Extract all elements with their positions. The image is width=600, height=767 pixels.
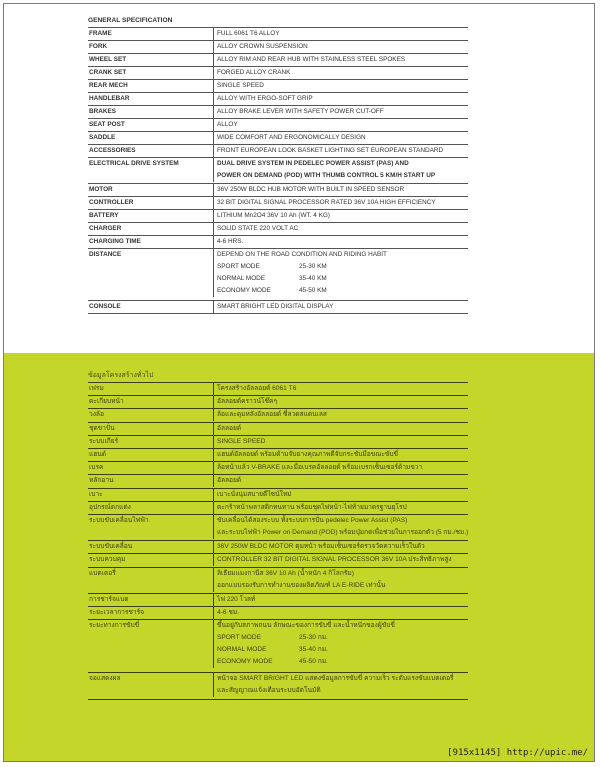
english-spec-section [4, 4, 594, 353]
row-label: เบรค [89, 464, 104, 472]
row-label: CONSOLE [89, 303, 121, 310]
value-line: ออกแบบรองรับการทำงานของผลิตภัณฑ์ LA E-RIDE เท่านั้น [217, 581, 386, 589]
row-value: ตะกร้าหน้าพลาสติกทนทาน พร้อมชุดไฟหน้า-ไฟท้ายมาตรฐานยุโรป [213, 502, 468, 514]
table-row [88, 106, 468, 119]
table-row [88, 236, 468, 249]
table-row-drive-system [88, 515, 468, 541]
distance-mode [217, 656, 468, 668]
table-row [88, 502, 468, 515]
row-value: WIDE COMFORT AND ERGONOMICALLY DESIGN [213, 132, 468, 144]
row-label: ACCESSORIES [89, 147, 136, 154]
value-line: POWER ON DEMAND (POD) WITH THUMB CONTROL 5 KM/H START UP [217, 172, 436, 179]
row-value: CONTROLLER 32 BIT DIGITAL SIGNAL PROCESSOR 36V 10A ประสิทธิภาพสูง [213, 554, 468, 566]
distance-mode [217, 632, 468, 644]
table-row [88, 607, 468, 620]
row-label: DISTANCE [89, 251, 122, 258]
row-value: โครงสร้างอัลลอยด์ 6061 T6 [213, 383, 468, 395]
row-label: ระยะทางการขับขี่ [89, 622, 140, 630]
row-label: CHARGING TIME [89, 238, 141, 245]
row-value: เบาะนั่งนุ่มสบายดีไซน์ใหม่ [213, 489, 468, 501]
mode-name: SPORT MODE [217, 263, 260, 270]
row-label: MOTOR [89, 186, 113, 193]
row-value: SINGLE SPEED [213, 436, 468, 448]
table-row [88, 396, 468, 409]
row-value: ล้อและดุมหลังอัลลอยด์ ซี่ลวดสแตนเลส [213, 409, 468, 421]
row-label: HANDLEBAR [89, 95, 130, 102]
row-label: CHARGER [89, 225, 122, 232]
mode-range: 25-30 กม. [299, 634, 328, 642]
distance-intro: DEPEND ON THE ROAD CONDITION AND RIDING HABIT [217, 251, 387, 258]
table-row-distance [88, 249, 468, 301]
row-label: ระบบควบคุม [89, 556, 126, 564]
row-label: แบตเตอรี่ [89, 569, 116, 577]
table-row [88, 28, 468, 41]
row-label: เบาะ [89, 490, 103, 498]
value-line: ลิเธียมแมงกานีส 36V 10 Ah (น้ำหนัก 4 กิโลกรัม) [217, 569, 354, 577]
row-value: FRONT EUROPEAN LOOK BASKET LIGHTING SET EUROPEAN STANDARD [213, 145, 468, 157]
row-value: LITHIUM Mn2O4 36V 10 Ah (WT. 4 KG) [213, 210, 468, 222]
table-row [88, 554, 468, 567]
row-label: ระบบขับเคลื่อน [89, 543, 133, 551]
mode-name: NORMAL MODE [217, 275, 266, 282]
row-label: FRAME [89, 30, 112, 37]
value-line: ขับเคลื่อนได้สองระบบ ทั้งระบบการปั่น pedelec Power Assist (PAS) [217, 516, 408, 524]
row-value: ล้อหน้าแล้ว V-BRAKE และมือเบรคอัลลอยด์ พร้อมเบรกเซ็นเซอร์ด้ามขวา [213, 462, 468, 474]
row-label: REAR MECH [89, 82, 128, 89]
mode-name: SPORT MODE [217, 634, 262, 642]
row-value: 4-6 HRS. [213, 236, 468, 248]
table-row [88, 223, 468, 236]
row-label: ตะเกียบหน้า [89, 398, 124, 406]
row-value: SMART BRIGHT LED DIGITAL DISPLAY [213, 301, 468, 313]
table-row [88, 67, 468, 80]
distance-mode [217, 285, 468, 297]
table-row [88, 197, 468, 210]
row-label: ชุดขาปั่น [89, 424, 115, 432]
table-row [88, 462, 468, 475]
table-row [88, 93, 468, 106]
row-value: อัลลอยด์คราวน์โช๊คๆ [213, 396, 468, 408]
row-value [213, 249, 468, 297]
row-value: SINGLE SPEED [213, 80, 468, 92]
spec-table [88, 382, 468, 700]
section-heading: ข้อมูลโครงสร้างทั่วไป [88, 372, 154, 379]
mode-range: 25-30 KM [299, 263, 327, 270]
table-row [88, 541, 468, 554]
value-line: หน้าจอ SMART BRIGHT LED แสดงข้อมูลการขับขี่ ความเร็ว ระดับแรงขับแบตเตอรี่ [217, 675, 454, 683]
table-row [88, 80, 468, 93]
mode-range: 35-40 KM [299, 275, 327, 282]
row-label: ระบบเกียร์ [89, 437, 119, 445]
spec-sheet [3, 3, 595, 762]
section-heading: GENERAL SPECIFICATION [88, 17, 173, 24]
row-label: WHEEL SET [89, 56, 127, 63]
table-row [88, 54, 468, 67]
row-value: ALLOY RIM AND REAR HUB WITH STAINLESS STEEL SPOKES [213, 54, 468, 66]
row-value: 32 BIT DIGITAL SIGNAL PROCESSOR RATED 36V 10A HIGH EFFICIENCY [213, 197, 468, 209]
distance-mode [217, 273, 468, 285]
row-value: ALLOY [213, 119, 468, 131]
row-value [213, 673, 468, 697]
row-value: 4-6 ชม. [213, 607, 468, 619]
table-row-drive-system [88, 158, 468, 184]
table-row [88, 449, 468, 462]
row-value [213, 568, 468, 592]
table-row [88, 383, 468, 396]
row-label: BRAKES [89, 108, 116, 115]
row-value: ไฟ 220 โวลท์ [213, 594, 468, 606]
row-label: FORK [89, 43, 108, 50]
row-value: อัลลอยด์ [213, 423, 468, 435]
row-label: SEAT POST [89, 121, 125, 128]
row-label: แฮนด์ [89, 450, 107, 458]
row-value: ALLOY BRAKE LEVER WITH SAFETY POWER CUT-OFF [213, 106, 468, 118]
distance-mode [217, 644, 468, 656]
mode-name: ECONOMY MODE [217, 658, 273, 666]
row-value: FORGED ALLOY CRANK [213, 67, 468, 79]
row-label: ระยะเวลาการชาร์จ [89, 609, 145, 617]
table-row [88, 489, 468, 502]
row-value [213, 620, 468, 668]
table-row [88, 119, 468, 132]
table-row [88, 132, 468, 145]
watermark: [915x1145] http://upic.me/ [447, 748, 588, 758]
row-value: SOLID STATE 220 VOLT AC [213, 223, 468, 235]
table-row [88, 436, 468, 449]
row-value [213, 158, 468, 182]
row-label: SADDLE [89, 134, 116, 141]
spec-table [88, 27, 468, 314]
row-label: CONTROLLER [89, 199, 134, 206]
table-row [88, 184, 468, 197]
row-value [213, 515, 468, 539]
table-row [88, 210, 468, 223]
mode-range: 45-50 กม. [299, 658, 328, 666]
table-row [88, 409, 468, 422]
row-label: หลักอาน [89, 477, 114, 485]
thai-spec-section [4, 353, 594, 762]
table-row-console [88, 673, 468, 699]
row-label: ระบบขับเคลื่อนไฟฟ้า [89, 516, 149, 524]
table-row [88, 475, 468, 488]
row-value: 36V 250W BLDC HUB MOTOR WITH BUILT IN SPEED SENSOR [213, 184, 468, 196]
row-value: อัลลอยด์ [213, 475, 468, 487]
row-label: อุปกรณ์ตกแต่ง [89, 503, 131, 511]
row-label: จอแสดงผล [89, 675, 121, 683]
row-value: 36V 250W BLDC MOTOR ดุมหน้า พร้อมเซ็นเซอร์ตรวจวัดความเร็วในตัว [213, 541, 468, 553]
row-value: ALLOY CROWN SUSPENSION [213, 41, 468, 53]
table-row-distance [88, 620, 468, 673]
row-label: วงล้อ [89, 411, 104, 419]
mode-name: ECONOMY MODE [217, 287, 271, 294]
distance-intro: ขึ้นอยู่กับสภาพถนน ลักษณะของการขับขี่ และน้ำหนักของผู้ขับขี่ [217, 622, 395, 630]
row-label: BATTERY [89, 212, 119, 219]
row-label: ELECTRICAL DRIVE SYSTEM [89, 160, 179, 167]
distance-mode [217, 261, 468, 273]
mode-range: 35-40 กม. [299, 646, 328, 654]
row-label: เฟรม [89, 385, 104, 392]
table-row [88, 423, 468, 436]
table-row [88, 41, 468, 54]
row-label: การชาร์จแบต [89, 596, 129, 604]
value-line: และสัญญาณแจ้งเตือนระบบอัตโนมัติ [217, 687, 321, 695]
mode-range: 45-50 KM [299, 287, 327, 294]
value-line: และระบบไฟฟ้า Power on Demand (POD) พร้อมปุ่มกดเพื่อช่วยในการออกตัว (5 กม./ชม.) [217, 528, 468, 536]
row-value: FULL 6061 T6 ALLOY [213, 28, 468, 40]
row-label: CRANK SET [89, 69, 127, 76]
table-row [88, 145, 468, 158]
row-value: แฮนด์อัลลอยด์ พร้อมด้ามจับยางคุณภาพดีจับกระชับมือขณะขับขี่ [213, 449, 468, 461]
table-row [88, 594, 468, 607]
mode-name: NORMAL MODE [217, 646, 267, 654]
value-line: DUAL DRIVE SYSTEM IN PEDELEC POWER ASSIST (PAS) AND [217, 160, 409, 167]
table-row [88, 301, 468, 314]
table-row-battery [88, 568, 468, 594]
row-value: ALLOY WITH ERGO-SOFT GRIP [213, 93, 468, 105]
